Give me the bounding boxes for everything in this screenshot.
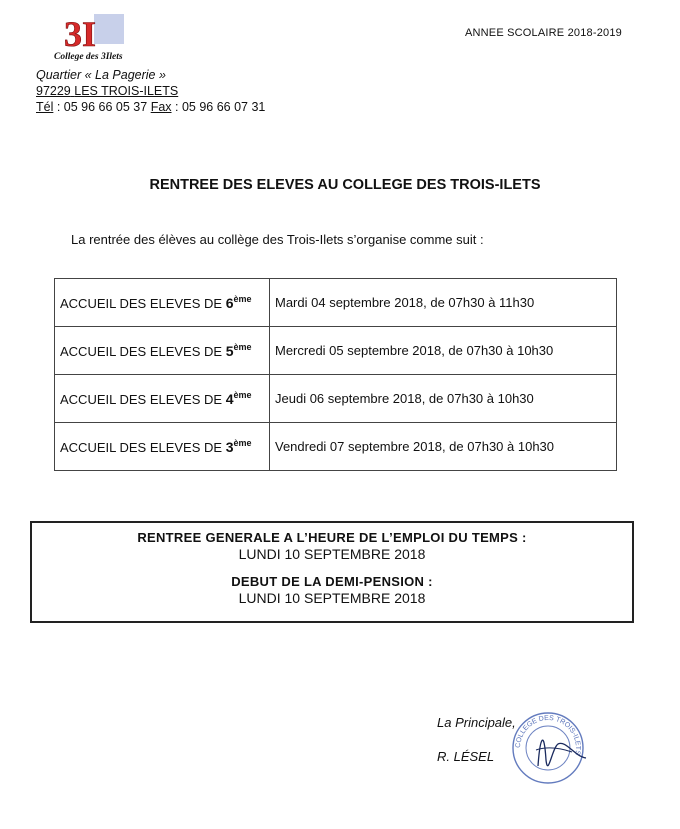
date-cell: Vendredi 07 septembre 2018, de 07h30 à 10h30	[270, 423, 617, 471]
level-cell	[55, 279, 270, 327]
schedule-table	[54, 278, 617, 471]
level-number: 6	[225, 295, 234, 311]
general-start-date: LUNDI 10 SEPTEMBRE 2018	[238, 546, 426, 562]
date-cell: Mercredi 05 septembre 2018, de 07h30 à 10h30	[270, 327, 617, 375]
logo-number: 3I	[64, 14, 97, 54]
signatory-role: La Principale,	[437, 715, 516, 730]
level-cell	[55, 375, 270, 423]
fax-label: Fax	[150, 100, 172, 114]
signatory-name: R. LÉSEL	[437, 749, 495, 764]
level-suffix: ème	[233, 438, 252, 448]
logo-caption: College des 3Ilets	[54, 52, 123, 62]
address-block	[36, 67, 265, 115]
stamp-text: COLLEGE DES TROIS-ILETS	[514, 714, 582, 756]
school-logo	[48, 10, 158, 70]
table-row	[55, 279, 617, 327]
school-stamp	[508, 708, 588, 788]
tel-value: : 05 96 66 05 37	[53, 100, 151, 114]
postal-code: 97229	[36, 84, 71, 98]
level-suffix: ème	[233, 342, 252, 352]
level-cell	[55, 327, 270, 375]
intro-text: La rentrée des élèves au collège des Trois-Ilets s’organise comme suit :	[71, 232, 484, 247]
level-cell	[55, 423, 270, 471]
date-cell: Jeudi 06 septembre 2018, de 07h30 à 10h30	[270, 375, 617, 423]
level-number: 4	[225, 391, 234, 407]
table-row	[55, 375, 617, 423]
address-city-line	[36, 83, 265, 99]
fax-value: : 05 96 66 07 31	[171, 100, 266, 114]
date-cell: Mardi 04 septembre 2018, de 07h30 à 11h30	[270, 279, 617, 327]
general-notice-box	[30, 521, 634, 623]
school-year: ANNEE SCOLAIRE 2018-2019	[464, 27, 622, 39]
level-label: ACCUEIL DES ELEVES DE	[60, 296, 226, 311]
level-suffix: ème	[233, 294, 252, 304]
level-label: ACCUEIL DES ELEVES DE	[60, 344, 226, 359]
city: LES TROIS-ILETS	[74, 84, 179, 98]
table-row	[55, 327, 617, 375]
canteen-start-date: LUNDI 10 SEPTEMBRE 2018	[238, 590, 426, 606]
address-line: Quartier « La Pagerie »	[36, 68, 166, 82]
canteen-start-heading: DEBUT DE LA DEMI-PENSION :	[231, 574, 433, 589]
contact-line	[36, 99, 265, 115]
level-label: ACCUEIL DES ELEVES DE	[60, 440, 226, 455]
general-start-heading: RENTREE GENERALE A L’HEURE DE L’EMPLOI DU TEMPS :	[137, 530, 527, 545]
level-number: 3	[225, 439, 234, 455]
level-number: 5	[225, 343, 234, 359]
page-title: RENTREE DES ELEVES AU COLLEGE DES TROIS-ILETS	[149, 177, 541, 193]
level-suffix: ème	[233, 390, 252, 400]
level-label: ACCUEIL DES ELEVES DE	[60, 392, 226, 407]
tel-label: Tél	[36, 100, 54, 114]
table-row	[55, 423, 617, 471]
